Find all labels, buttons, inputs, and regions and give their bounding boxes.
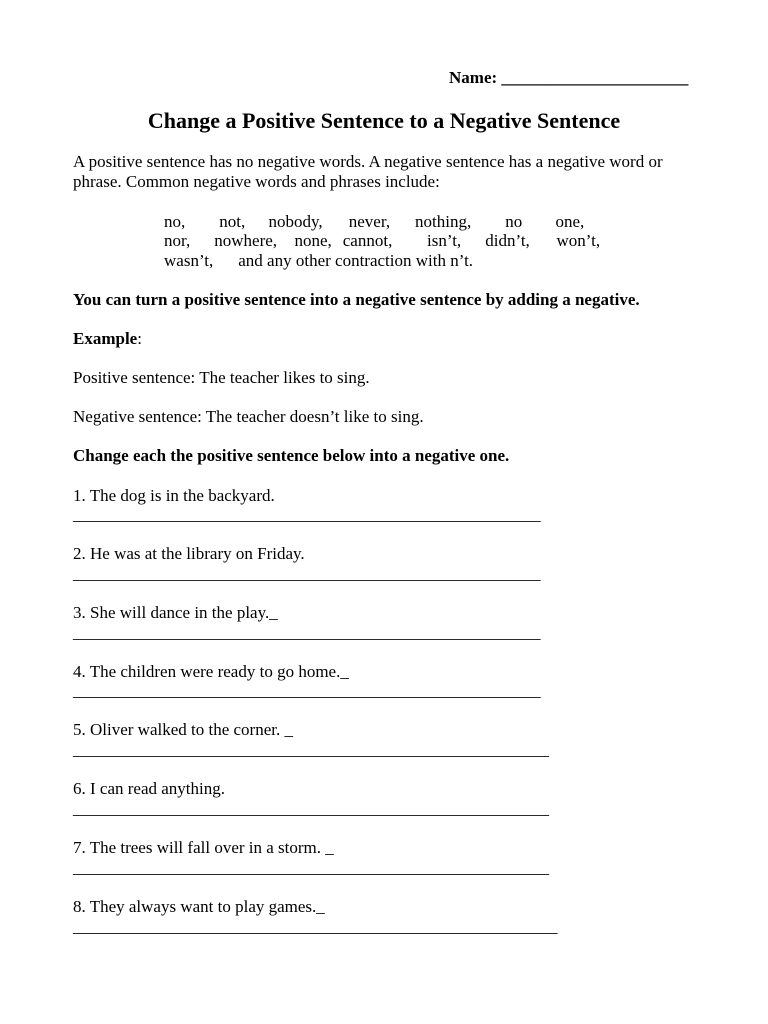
answer-line-3[interactable]: _______________________________________________________ bbox=[73, 623, 541, 642]
answer-line-6[interactable]: ________________________________________________________ bbox=[73, 799, 549, 818]
negative-word: never, bbox=[348, 212, 391, 231]
negative-word: not, bbox=[219, 212, 246, 231]
question-8: 8. They always want to play games._ bbox=[73, 897, 325, 916]
example-positive-sentence: Positive sentence: The teacher likes to sing. bbox=[73, 368, 370, 387]
question-6: 6. I can read anything. bbox=[73, 779, 225, 798]
page-title: Change a Positive Sentence to a Negative Sentence bbox=[147, 108, 621, 133]
negative-words-row-3 bbox=[164, 251, 473, 271]
negative-word: none, bbox=[294, 231, 332, 250]
negative-word: won’t, bbox=[556, 231, 601, 250]
negative-word: nothing, bbox=[415, 212, 472, 231]
negative-words-row-1 bbox=[164, 212, 584, 232]
name-field-label: Name: ______________________ bbox=[449, 68, 689, 87]
negative-word: isn’t, bbox=[427, 231, 462, 250]
instructions: Change each the positive sentence below into a negative one. bbox=[73, 446, 510, 465]
answer-line-7[interactable]: ________________________________________________________ bbox=[73, 858, 549, 877]
negative-word: no bbox=[505, 212, 523, 231]
rule-statement: You can turn a positive sentence into a negative sentence by adding a negative. bbox=[73, 290, 640, 309]
negative-word: nor, bbox=[164, 231, 191, 250]
negative-words-row-2 bbox=[164, 231, 600, 251]
example-colon: : bbox=[137, 329, 142, 348]
question-4: 4. The children were ready to go home._ bbox=[73, 662, 349, 681]
negative-word: wasn’t, bbox=[164, 251, 214, 270]
example-heading bbox=[73, 329, 142, 349]
example-negative-sentence: Negative sentence: The teacher doesn’t like to sing. bbox=[73, 407, 424, 426]
answer-line-2[interactable]: _______________________________________________________ bbox=[73, 564, 541, 583]
question-2: 2. He was at the library on Friday. bbox=[73, 544, 305, 563]
answer-line-5[interactable]: ________________________________________________________ bbox=[73, 740, 549, 759]
negative-word: no, bbox=[164, 212, 186, 231]
negative-word: didn’t, bbox=[485, 231, 530, 250]
negative-word: one, bbox=[555, 212, 585, 231]
negative-word: nowhere, bbox=[214, 231, 278, 250]
negative-word: cannot, bbox=[342, 231, 393, 250]
answer-line-1[interactable]: _______________________________________________________ bbox=[73, 505, 541, 524]
intro-paragraph: A positive sentence has no negative words. A negative sentence has a negative word or phrase. Common negative words and phrases include: bbox=[73, 152, 663, 191]
question-7: 7. The trees will fall over in a storm. _ bbox=[73, 838, 334, 857]
question-5: 5. Oliver walked to the corner. _ bbox=[73, 720, 293, 739]
negative-word: nobody, bbox=[268, 212, 323, 231]
negative-word: and any other contraction with n’t. bbox=[238, 251, 474, 270]
question-1: 1. The dog is in the backyard. bbox=[73, 486, 275, 505]
example-label: Example bbox=[73, 329, 138, 348]
answer-line-8[interactable]: _________________________________________________________ bbox=[73, 917, 558, 936]
question-3: 3. She will dance in the play._ bbox=[73, 603, 278, 622]
answer-line-4[interactable]: _______________________________________________________ bbox=[73, 681, 541, 700]
